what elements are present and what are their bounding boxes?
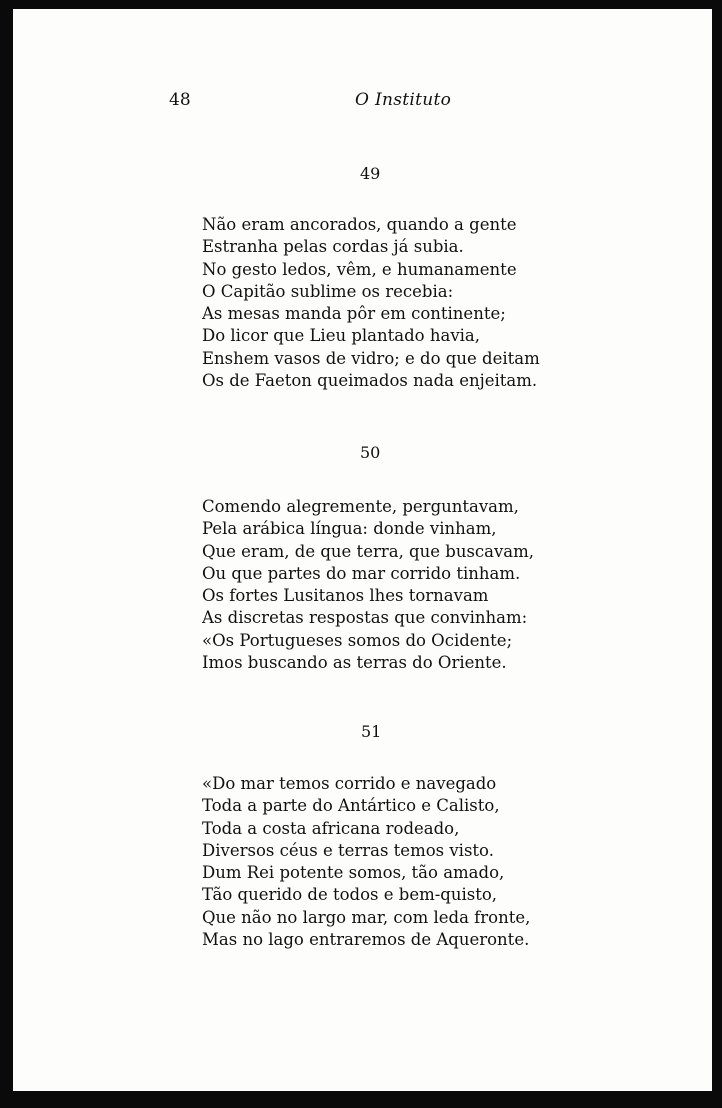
verse-line: As discretas respostas que convinham: [202, 608, 528, 628]
verse-line: No gesto ledos, vêm, e humanamente [202, 259, 517, 279]
stanza [202, 214, 540, 392]
verse-line: Pela arábica língua: donde vinham, [202, 519, 497, 539]
verse-line: Dum Rei potente somos, tão amado, [202, 863, 505, 883]
verse-line: Mas no lago entraremos de Aqueronte. [202, 930, 530, 950]
verse-line: Diversos céus e terras temos visto. [202, 840, 494, 860]
verse-line: Que não no largo mar, com leda fronte, [202, 907, 531, 927]
verse-line: Os de Faeton queimados nada enjeitam. [202, 371, 538, 391]
verse-line: Comendo alegremente, perguntavam, [202, 497, 519, 516]
verse-line: «Do mar temos corrido e navegado [202, 774, 497, 793]
stanza-number: 49 [360, 164, 381, 183]
stanza-number: 50 [360, 443, 381, 462]
stanza [202, 496, 534, 674]
running-title: O Instituto [355, 90, 452, 110]
verse-line: Enshem vasos de vidro; e do que deitam [202, 348, 540, 368]
book-page [13, 9, 712, 1091]
verse-line: O Capitão sublime os recebia: [202, 281, 454, 301]
verse-line: Imos buscando as terras do Oriente. [202, 653, 507, 673]
verse-line: Toda a costa africana rodeado, [202, 818, 460, 838]
verse-line: Que eram, de que terra, que buscavam, [202, 541, 535, 561]
verse-line: Toda a parte do Antártico e Calisto, [202, 796, 500, 816]
verse-line: Os fortes Lusitanos lhes tornavam [202, 586, 489, 606]
verse-line: «Os Portugueses somos do Ocidente; [202, 630, 513, 650]
stanza-number: 51 [361, 722, 382, 741]
page-number: 48 [169, 90, 191, 110]
verse-line: Não eram ancorados, quando a gente [202, 215, 517, 234]
page-header [13, 90, 712, 120]
verse-line: Ou que partes do mar corrido tinham. [202, 563, 521, 583]
verse-line: Estranha pelas cordas já subia. [202, 237, 464, 257]
verse-line: As mesas manda pôr em continente; [202, 304, 506, 324]
stanza [202, 773, 530, 951]
verse-line: Tão querido de todos e bem-quisto, [202, 885, 498, 905]
verse-line: Do licor que Lieu plantado havia, [202, 326, 480, 346]
